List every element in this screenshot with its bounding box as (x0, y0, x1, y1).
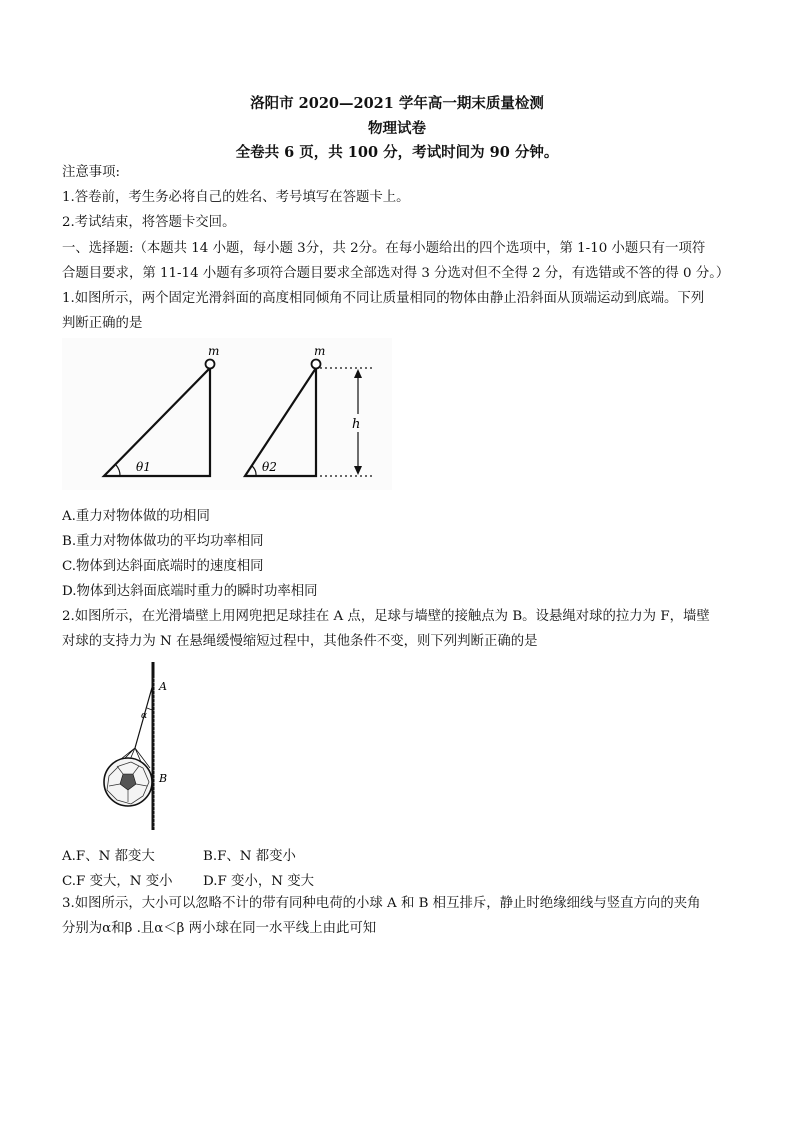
point-b-label: B (159, 772, 168, 785)
question-1-stem-cont: 判断正确的是 (62, 316, 143, 331)
question-3-stem-cont: 分别为α和β .且α＜β 两小球在同一水平线上由此可知 (62, 921, 377, 936)
angle-label: α (141, 711, 148, 721)
question-1-option-b: B.重力对物体做功的平均功率相同 (62, 534, 264, 549)
section-intro-line: 合题目要求，第 11-14 小题有多项符合题目要求全部选对得 3 分选对但不全得 2 分，有选错或不答的得 0 分。） (62, 266, 730, 281)
point-a-label: A (159, 680, 167, 693)
question-1-option-a: A.重力对物体做的功相同 (62, 509, 210, 524)
question-1-stem: 1.如图所示，两个固定光滑斜面的高度相同倾角不同让质量相同的物体由静止沿斜面从顶端运动到底端。下列 (62, 291, 705, 306)
question-1-figure (62, 338, 392, 490)
exam-info: 全卷共 6 页，共 100 分，考试时间为 90 分钟。 (235, 144, 559, 161)
mass-label-1: m (208, 344, 220, 358)
notes-item: 1.答卷前，考生务必将自己的姓名、考号填写在答题卡上。 (62, 190, 410, 205)
question-1-option-d: D.物体到达斜面底端时重力的瞬时功率相同 (62, 584, 318, 599)
question-3-stem: 3.如图所示，大小可以忽略不计的带有同种电荷的小球 A 和 B 相互排斥，静止时绝缘细线与竖直方向的夹角 (62, 896, 701, 911)
notes-heading: 注意事项: (62, 165, 121, 180)
question-2-option-d: D.F 变小，N 变大 (203, 874, 314, 889)
question-1-option-c: C.物体到达斜面底端时的速度相同 (62, 559, 264, 574)
question-2-stem-cont: 对球的支持力为 N 在悬绳缓慢缩短过程中，其他条件不变，则下列判断正确的是 (62, 634, 538, 649)
question-2-option-b: B.F、N 都变小 (203, 849, 296, 864)
section-intro-line: 一、选择题:（本题共 14 小题，每小题 3分，共 2分。在每小题给出的四个选项中，第 1-10 小题只有一项符 (62, 241, 706, 256)
exam-subject: 物理试卷 (368, 120, 426, 137)
angle-label-1: θ1 (136, 460, 151, 474)
block-2 (312, 360, 321, 369)
block-1 (206, 360, 215, 369)
mass-label-2: m (314, 344, 326, 358)
height-label: h (352, 417, 361, 432)
question-2-option-a: A.F、N 都变大 (62, 849, 155, 864)
question-2-option-c: C.F 变大，N 变小 (62, 874, 173, 889)
question-2-stem: 2.如图所示，在光滑墙壁上用网兜把足球挂在 A 点，足球与墙壁的接触点为 B。设悬绳对球的拉力为 F，墙壁 (62, 609, 710, 624)
angle-label-2: θ2 (262, 460, 277, 474)
question-2-figure (95, 658, 175, 834)
exam-title: 洛阳市 2020—2021 学年高一期末质量检测 (250, 95, 544, 112)
notes-item: 2.考试结束，将答题卡交回。 (62, 215, 236, 230)
